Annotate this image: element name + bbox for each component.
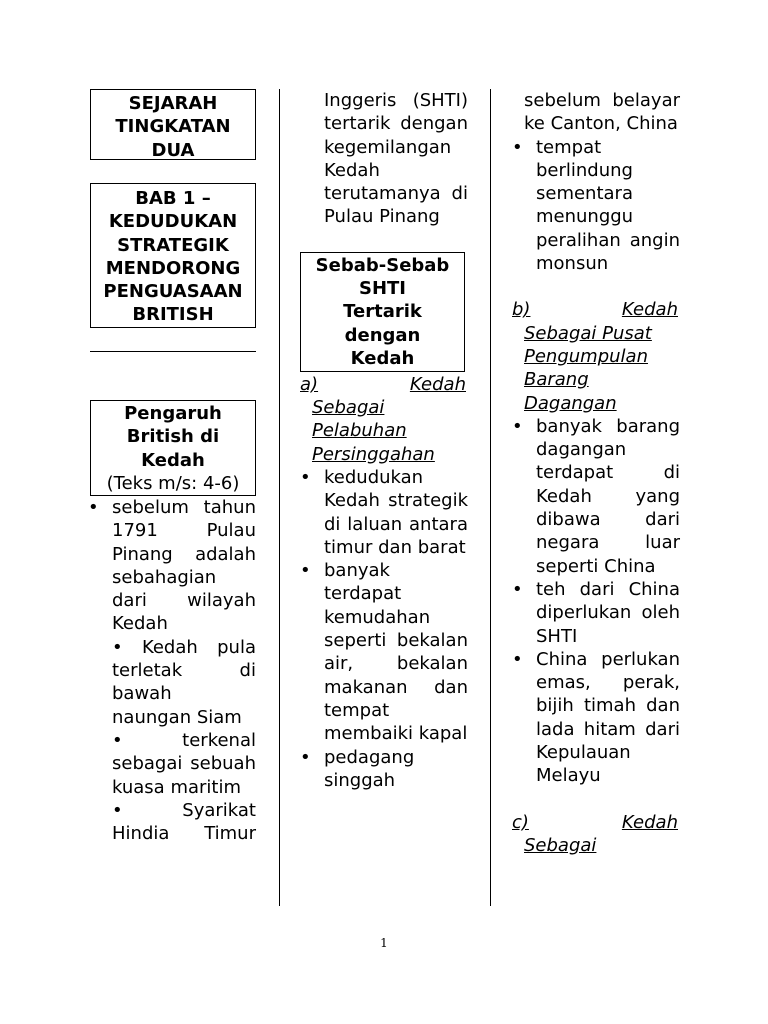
list-item: • banyak barang dagangan terdapat di Kedah yang dibawa dari negara luar seperti China xyxy=(512,415,680,577)
continuation-text: Inggeris (SHTI) tertarik dengan kegemilangan Kedah terutamanya di Pulau Pinang xyxy=(324,90,468,228)
box-line: Kedah xyxy=(350,347,415,369)
title-box xyxy=(90,89,256,160)
reasons-box xyxy=(300,252,465,372)
column-3 xyxy=(512,89,680,857)
bullet-icon: • xyxy=(512,648,523,670)
list-item: • teh dari China diperlukan oleh SHTI xyxy=(512,578,680,647)
section-box xyxy=(90,400,256,496)
chapter-line: BRITISH xyxy=(132,304,214,326)
title-line: SEJARAH xyxy=(128,93,218,114)
bullet-icon: • xyxy=(88,497,99,518)
chapter-line: BAB 1 – xyxy=(135,188,211,209)
chapter-line: KEDUDUKAN xyxy=(108,211,238,233)
box-line: dengan xyxy=(344,324,421,346)
list-item: • China perlukan emas, perak, bijih timah dan lada hitam dari Kepulauan Melayu xyxy=(512,648,680,787)
heading-b: b) Kedah Sebagai Pusat Pengumpulan Barang Dagangan xyxy=(512,299,678,414)
page-number: 1 xyxy=(380,936,388,950)
box-line: Tertarik xyxy=(343,301,422,323)
chapter-box xyxy=(90,183,256,328)
list-item: • sebelum tahun 1791 Pulau Pinang adalah sebahagian dari wilayah Kedah xyxy=(88,497,256,635)
bullet-icon: • xyxy=(300,466,311,488)
column-2 xyxy=(300,89,468,792)
list-item: • pedagang singgah xyxy=(300,746,415,791)
heading-c: c) Kedah Sebagai xyxy=(512,811,678,856)
column-divider-right xyxy=(490,89,491,906)
list-item: • Syarikat Hindia Timur xyxy=(112,799,256,845)
bullet-icon: • xyxy=(512,136,523,158)
bullet-icon: • xyxy=(512,415,523,437)
heading-a: a) Kedah Sebagai Pelabuhan Persinggahan xyxy=(300,373,466,465)
section-ref: (Teks m/s: 4-6) xyxy=(106,472,240,494)
column-divider-left xyxy=(279,89,280,906)
list-item: • Kedah pula terletak di bawah naungan Siam xyxy=(112,636,256,728)
title-line: TINGKATAN xyxy=(115,116,231,138)
column-1 xyxy=(90,89,256,845)
divider-line xyxy=(90,351,256,352)
bullet-icon: • xyxy=(300,746,311,768)
continuation-text: sebelum belayar ke Canton, China xyxy=(524,90,680,135)
chapter-line: STRATEGIK xyxy=(117,234,229,256)
bullet-icon: • xyxy=(300,560,311,582)
list-item: • tempat berlindung sementara menunggu peralihan angin monsun xyxy=(512,136,680,275)
chapter-line: PENGUASAAN xyxy=(103,281,243,303)
box-line: SHTI xyxy=(358,278,406,300)
title-line: DUA xyxy=(151,139,195,161)
list-item: • kedudukan Kedah strategik di laluan antara timur dan barat xyxy=(300,466,468,558)
list-item: • terkenal sebagai sebuah kuasa maritim xyxy=(112,729,256,798)
section-line: Kedah xyxy=(141,449,205,471)
section-line: British di xyxy=(126,426,220,448)
bullet-icon: • xyxy=(512,578,523,600)
list-item: • banyak terdapat kemudahan seperti bekalan air, bekalan makanan dan tempat membaiki kapal xyxy=(300,560,468,745)
box-line: Sebab-Sebab xyxy=(315,254,450,276)
section-line: Pengaruh xyxy=(124,403,222,424)
chapter-line: MENDORONG xyxy=(105,257,241,279)
